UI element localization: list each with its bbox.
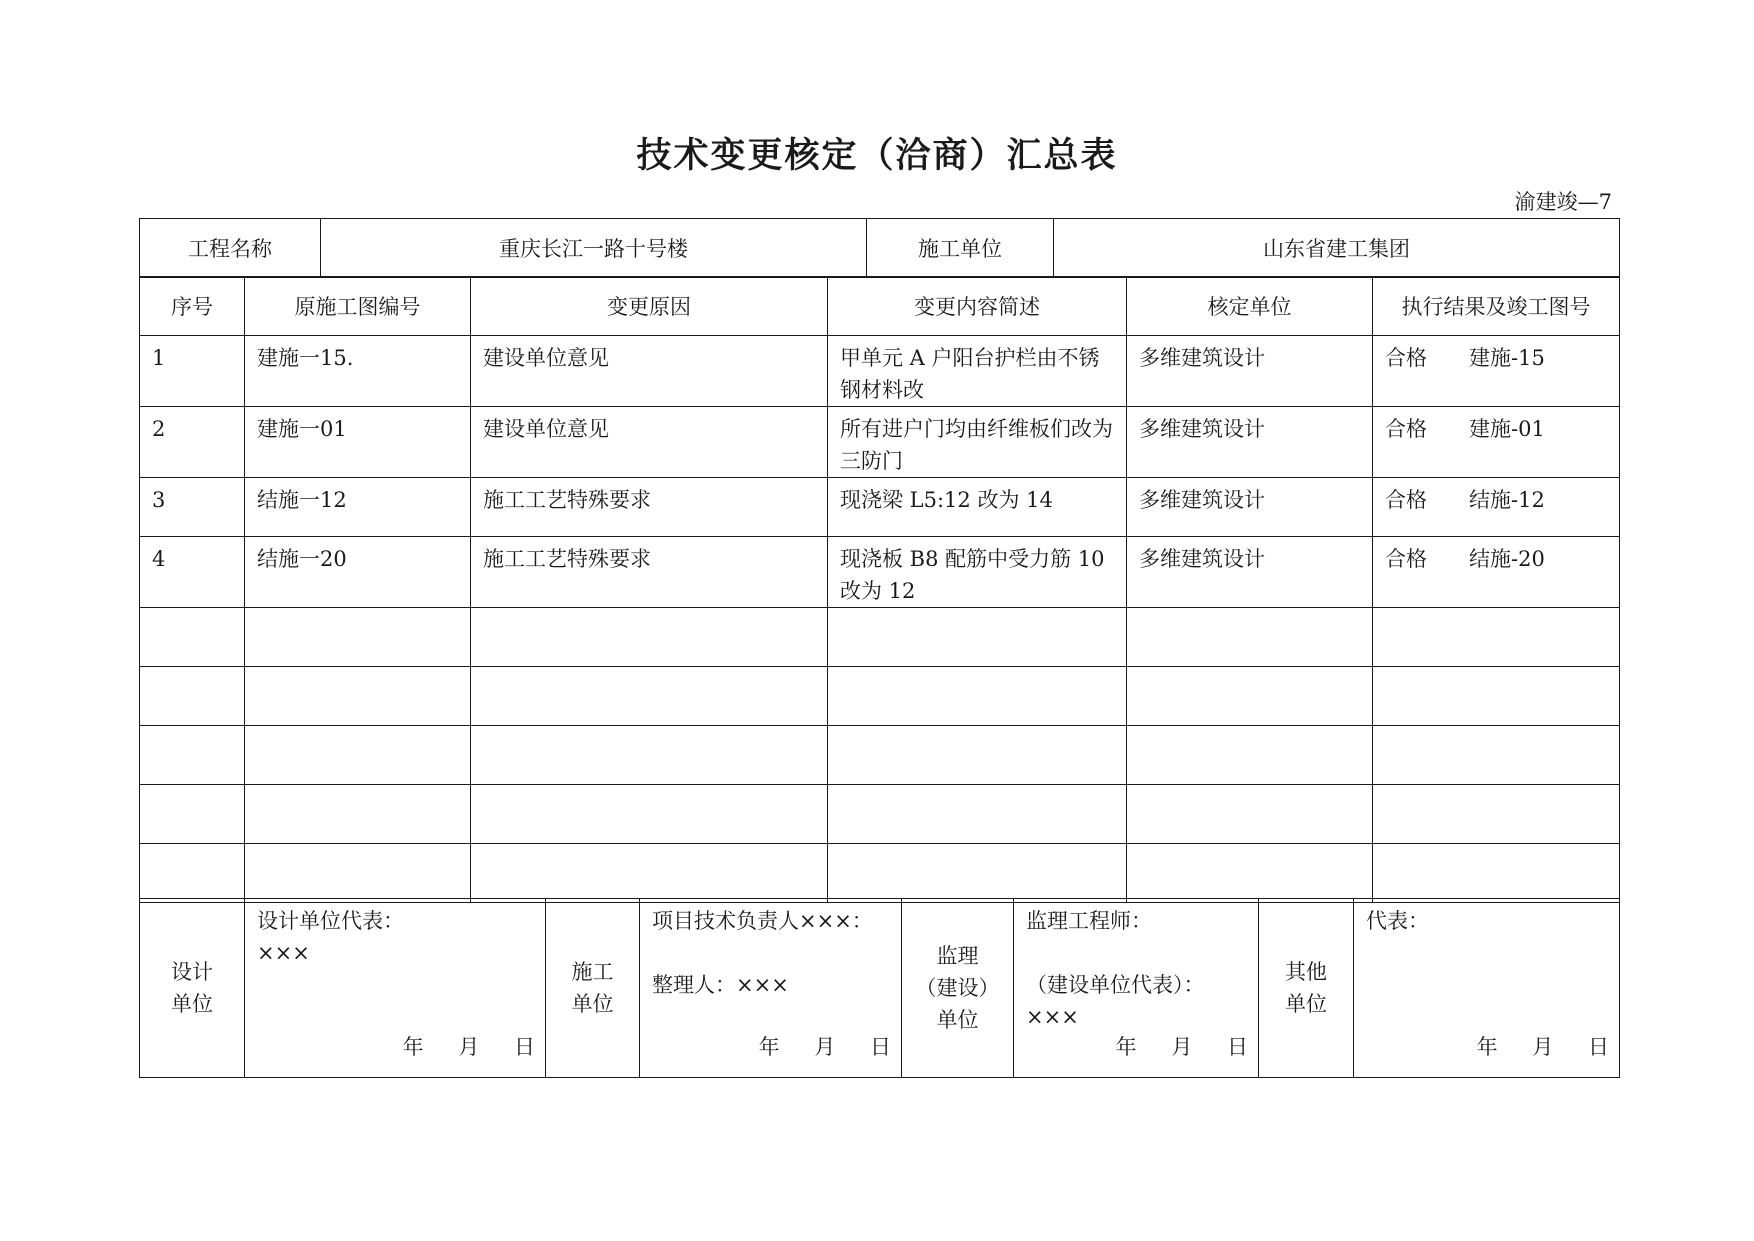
- design-rep-label: 设计单位代表：: [257, 909, 404, 933]
- design-unit-signature: [245, 899, 546, 1078]
- row-result: [1373, 537, 1619, 575]
- empty-row: [140, 844, 1620, 903]
- other-rep-label: 代表：: [1366, 909, 1429, 933]
- row-reason: 建设单位意见: [483, 346, 609, 370]
- row-orig-drawing: 建施一15.: [257, 346, 354, 370]
- construction-unit-signature: [640, 899, 902, 1078]
- other-unit-signature: [1354, 899, 1620, 1078]
- supervisor-label: 监理工程师：: [1026, 909, 1152, 933]
- owner-rep-label: （建设单位代表）：: [1026, 973, 1205, 997]
- table-row: [140, 407, 1620, 478]
- construction-date: 年 月 日: [758, 1035, 891, 1059]
- row-orig-drawing: 结施一20: [257, 547, 347, 571]
- design-date: 年 月 日: [402, 1035, 535, 1059]
- header-orig-drawing: 原施工图编号: [245, 277, 471, 336]
- page-title: 技术变更核定（洽商）汇总表: [636, 135, 1118, 176]
- project-name-label: 工程名称: [140, 219, 321, 278]
- row-result-drawing: 结施-12: [1469, 488, 1545, 512]
- row-result-status: 合格: [1385, 547, 1427, 571]
- empty-row: [140, 608, 1620, 667]
- construction-unit-label: 施工 单位: [546, 899, 640, 1078]
- row-seq: 1: [152, 346, 166, 370]
- empty-row: [140, 726, 1620, 785]
- contractor-label: 施工单位: [867, 219, 1054, 278]
- other-date: 年 月 日: [1476, 1035, 1609, 1059]
- row-approve-unit: 多维建筑设计: [1139, 417, 1265, 441]
- row-approve-unit: 多维建筑设计: [1139, 488, 1265, 512]
- row-seq: 2: [152, 417, 166, 441]
- header-summary: 变更内容简述: [828, 277, 1127, 336]
- row-seq: 4: [152, 547, 166, 571]
- row-approve-unit: 多维建筑设计: [1139, 346, 1265, 370]
- row-summary: 甲单元 A 户阳台护栏由不锈钢材料改: [840, 346, 1100, 402]
- header-result: 执行结果及竣工图号: [1373, 277, 1620, 336]
- form-code: 渝建竣—7: [1514, 190, 1612, 214]
- row-reason: 建设单位意见: [483, 417, 609, 441]
- row-approve-unit: 多维建筑设计: [1139, 547, 1265, 571]
- design-rep-name: ×××: [257, 941, 310, 965]
- organizer-label: 整理人：×××: [652, 973, 789, 997]
- table-header-row: [140, 277, 1620, 336]
- row-result: [1373, 407, 1619, 445]
- other-unit-label: 其他 单位: [1259, 899, 1354, 1078]
- row-summary: 所有进户门均由纤维板们改为三防门: [840, 417, 1113, 473]
- empty-row: [140, 785, 1620, 844]
- supervision-unit-label: 监理 （建设） 单位: [902, 899, 1014, 1078]
- change-summary-table: [139, 276, 1620, 903]
- table-row: [140, 537, 1620, 608]
- row-result-drawing: 建施-01: [1469, 417, 1545, 441]
- row-summary: 现浇梁 L5:12 改为 14: [840, 488, 1053, 512]
- row-result: [1373, 478, 1619, 516]
- row-result: [1373, 336, 1619, 374]
- table-row: [140, 336, 1620, 407]
- row-summary: 现浇板 B8 配筋中受力筋 10 改为 12: [840, 547, 1105, 603]
- row-result-status: 合格: [1385, 488, 1427, 512]
- header-reason: 变更原因: [471, 277, 828, 336]
- tech-lead-label: 项目技术负责人×××：: [652, 909, 873, 933]
- signature-table: [139, 898, 1620, 1078]
- row-orig-drawing: 建施一01: [257, 417, 347, 441]
- project-info-table: [139, 218, 1620, 278]
- header-approve-unit: 核定单位: [1127, 277, 1373, 336]
- row-result-status: 合格: [1385, 417, 1427, 441]
- owner-rep-name: ×××: [1026, 1005, 1079, 1029]
- empty-row: [140, 667, 1620, 726]
- contractor-value: 山东省建工集团: [1054, 219, 1620, 278]
- header-seq: 序号: [140, 277, 245, 336]
- row-result-status: 合格: [1385, 346, 1427, 370]
- table-row: [140, 478, 1620, 537]
- supervision-unit-signature: [1014, 899, 1259, 1078]
- row-result-drawing: 结施-20: [1469, 547, 1545, 571]
- row-reason: 施工工艺特殊要求: [483, 488, 651, 512]
- supervision-date: 年 月 日: [1115, 1035, 1248, 1059]
- row-reason: 施工工艺特殊要求: [483, 547, 651, 571]
- row-result-drawing: 建施-15: [1469, 346, 1545, 370]
- project-name-value: 重庆长江一路十号楼: [321, 219, 867, 278]
- design-unit-label: 设计 单位: [140, 899, 245, 1078]
- row-orig-drawing: 结施一12: [257, 488, 347, 512]
- row-seq: 3: [152, 488, 166, 512]
